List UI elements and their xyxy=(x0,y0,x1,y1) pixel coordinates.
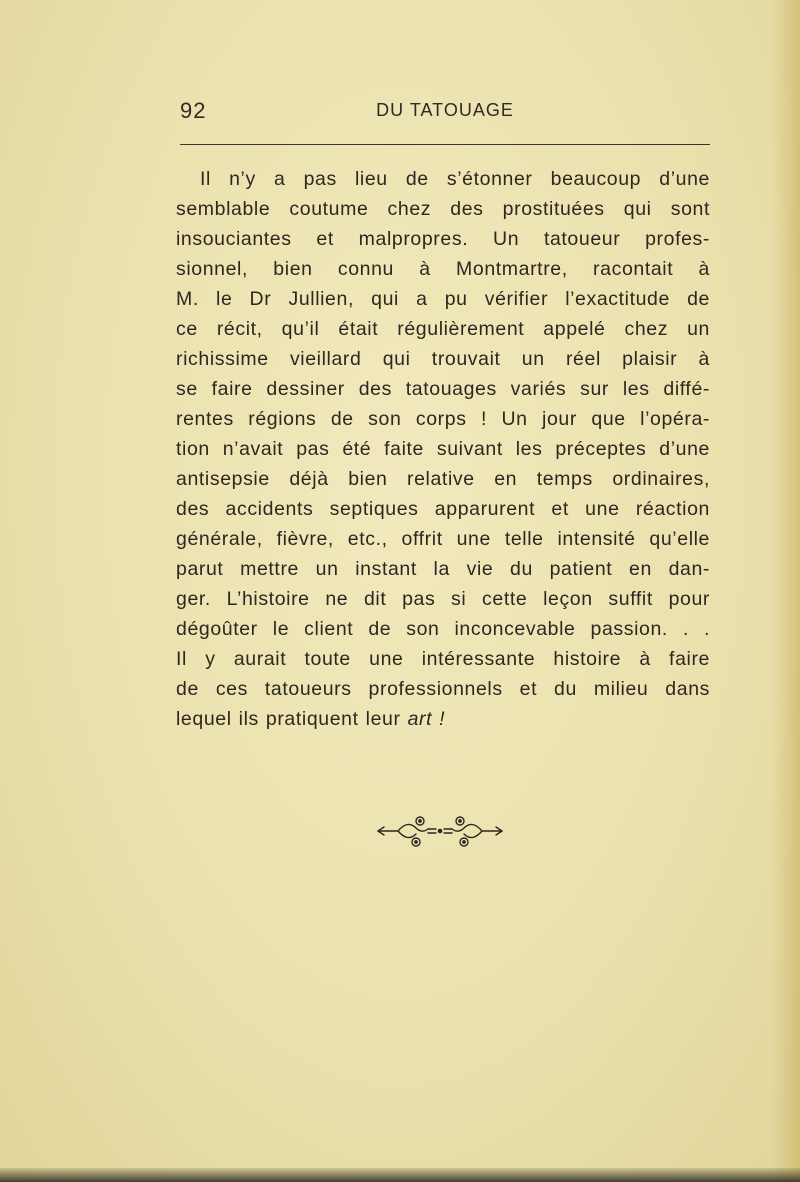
text-line: parut mettre un instant la vie du patient en dan- xyxy=(176,558,710,580)
running-title: DU TATOUAGE xyxy=(376,100,514,120)
text-line: se faire dessiner des tatouages variés sur les diffé- xyxy=(176,378,710,400)
last-line-text: lequel ils pratiquent leur xyxy=(176,708,408,730)
text-line: de ces tatoueurs professionnels et du milieu dans xyxy=(176,678,710,700)
text-line: Il y aurait toute une intéressante histoire à faire xyxy=(176,648,710,670)
page-edge-shadow-right xyxy=(772,0,800,1182)
text-line: des accidents septiques apparurent et une réaction xyxy=(176,498,710,520)
italic-word: art ! xyxy=(407,708,446,730)
text-line: dégoûter le client de son inconcevable passion. . . xyxy=(176,618,710,640)
text-line: ce récit, qu’il était régulièrement appelé chez un xyxy=(176,318,710,340)
text-line: semblable coutume chez des prostituées qui sont xyxy=(176,198,710,220)
text-line: générale, fièvre, etc., offrit une telle intensité qu’elle xyxy=(176,528,710,550)
running-header xyxy=(180,96,710,136)
body-paragraph xyxy=(176,164,710,734)
text-line: antisepsie déjà bien relative en temps ordinaires, xyxy=(176,468,710,490)
text-line: ger. L’histoire ne dit pas si cette leçon suffit pour xyxy=(176,588,710,610)
text-line: insouciantes et malpropres. Un tatoueur profes- xyxy=(176,228,710,250)
text-line: richissime vieillard qui trouvait un réel plaisir à xyxy=(176,348,710,370)
text-line: tion n’avait pas été faite suivant les préceptes d’une xyxy=(176,438,710,460)
text-line: Il n’y a pas lieu de s’étonner beaucoup d’une xyxy=(200,168,710,190)
text-line: M. le Dr Jullien, qui a pu vérifier l’exactitude de xyxy=(176,288,710,310)
page-edge-shadow-bottom xyxy=(0,1168,800,1182)
page-number: 92 xyxy=(180,98,207,123)
text-line-last xyxy=(176,704,710,734)
text-line: rentes régions de son corps ! Un jour que l’opéra- xyxy=(176,408,710,430)
header-rule xyxy=(180,144,710,145)
fleuron-ornament-icon xyxy=(376,812,504,850)
text-line: sionnel, bien connu à Montmartre, racontait à xyxy=(176,258,710,280)
